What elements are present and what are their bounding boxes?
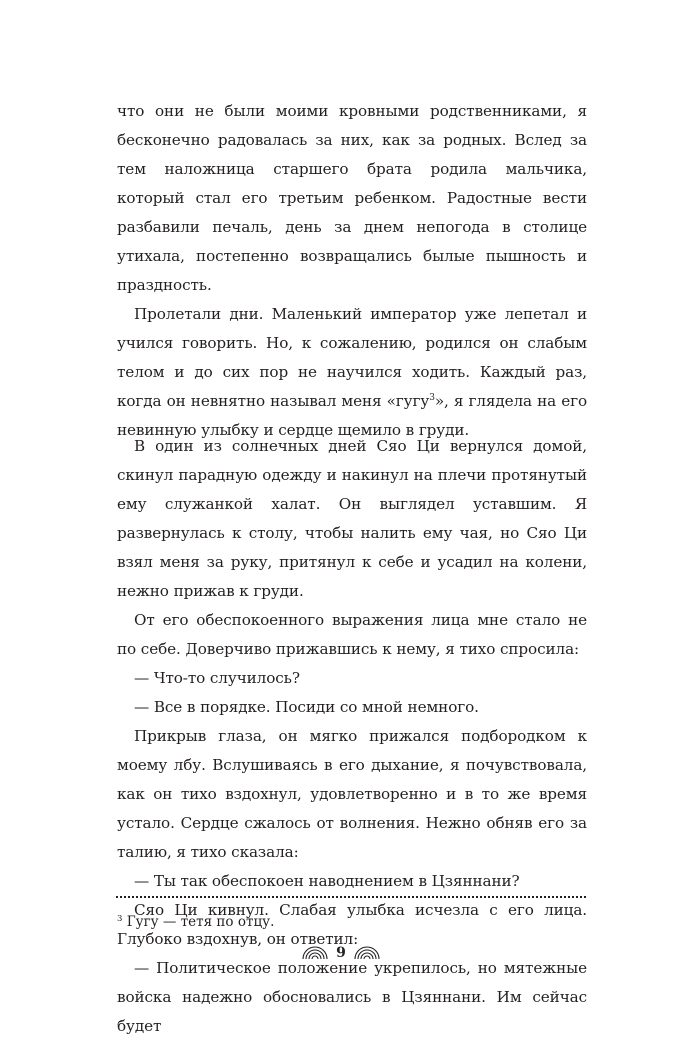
dialogue-line: — Политическое положение укрепилось, но мятежные войска надежно обосновались в Цзяннани. Им сейчас будет [117,959,587,1035]
paragraph: От его обеспокоенного выражения лица мне стало не по себе. Доверчиво прижавшись к нему, я тихо спросила: [117,611,587,658]
footnote-reference[interactable]: 3 [429,393,435,403]
dialogue-line: — Ты так обеспокоен наводнением в Цзяннани? [134,872,520,890]
footnote-text: Гугу — тетя по отцу. [126,914,275,930]
footnote [117,913,274,931]
footnote-divider [116,896,586,898]
rainbow-arc-ornament-icon-right [354,946,380,960]
body-text-top [117,97,587,445]
paragraph-emperor [117,300,587,445]
paragraph-emperor-text: Пролетали дни. Маленький император уже лепетал и учился говорить. Но, к сожалению, родился он слабым телом и до сих пор не научился ходить. Каждый раз, когда он невнятно называл меня «гугу [117,305,587,410]
page-footer [0,941,682,965]
dialogue-line: — Что-то случилось? [134,669,300,687]
paragraph-continued: что они не были моими кровными родственниками, я бесконечно радовалась за них, как за родных. Вслед за тем наложница старшего брата родила мальчика, который стал его третьим ребенком. Радостные вести разбавили печаль, день за днем непогода в столице утихала, постепенно возвращались былые пышность и праздность. [117,102,587,294]
paragraph: Сяо Ци кивнул. Слабая улыбка исчезла с его лица. Глубоко вздохнув, он ответил: [117,901,587,948]
footnote-mark: 3 [117,914,123,924]
paragraph: Прикрыв глаза, он мягко прижался подбородком к моему лбу. Вслушиваясь в его дыхание, я почувствовала, как он тихо вздохнул, удовлетворенно и в то же время устало. Сердце сжалось от волнения. Нежно обняв его за талию, я тихо сказала: [117,727,587,861]
dialogue-line: — Все в порядке. Посиди со мной немного. [134,698,479,716]
paragraph-emperor-text-after: », я глядела на его невинную улыбку и сердце щемило в груди. [117,392,587,439]
page-number: 9 [336,945,346,961]
rainbow-arc-ornament-icon-left [302,946,328,960]
paragraph: В один из солнечных дней Сяо Ци вернулся домой, скинул парадную одежду и накинул на плечи протянутый ему служанкой халат. Он выглядел уставшим. Я развернулась к столу, чтобы налить ему чая, но Сяо Ци взял меня за руку, притянул к себе и усадил на колени, нежно прижав к груди. [117,437,587,600]
